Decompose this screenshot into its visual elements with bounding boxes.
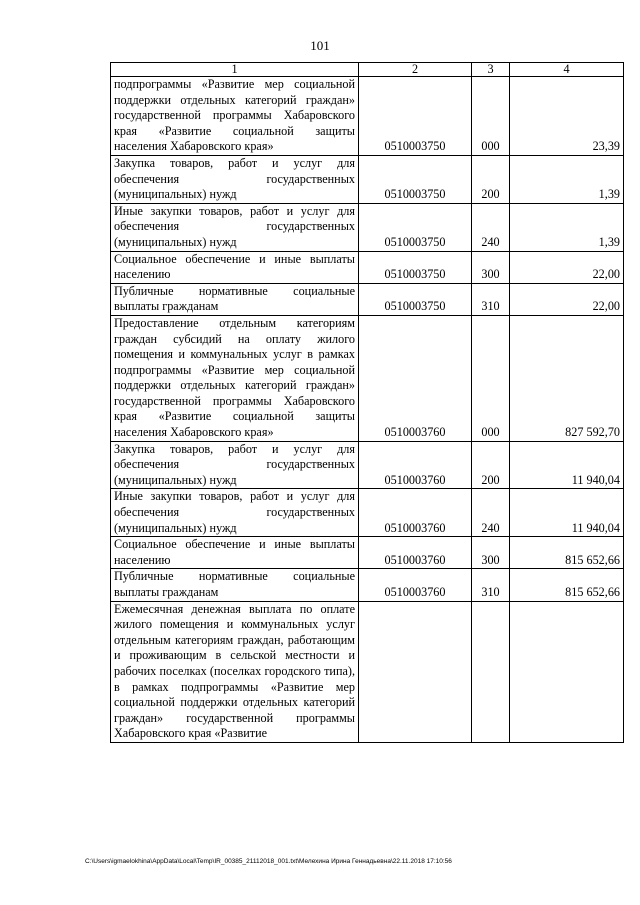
row-description: Иные закупки товаров, работ и услуг для обеспечения государственных (муниципальных) нужд	[111, 489, 359, 537]
amount: 22,00	[510, 283, 624, 315]
target-article-code: 0510003750	[359, 77, 472, 156]
table-row	[111, 441, 624, 489]
amount: 1,39	[510, 203, 624, 251]
amount: 11 940,04	[510, 489, 624, 537]
expense-kind-code: 000	[472, 315, 510, 441]
amount: 815 652,66	[510, 569, 624, 601]
table-header-row	[111, 63, 624, 77]
row-description: Ежемесячная денежная выплата по оплате жилого помещения и коммунальных услуг отдельным категориям граждан, работающим и проживающим в сельской местности и рабочих поселках (поселках городского типа), в рамках подпрограммы «Развитие мер социальной поддержки отдельных категорий граждан» государственной программы Хабаровского края «Развитие	[111, 601, 359, 742]
amount: 827 592,70	[510, 315, 624, 441]
budget-table	[110, 62, 624, 743]
row-description: Иные закупки товаров, работ и услуг для обеспечения государственных (муниципальных) нужд	[111, 203, 359, 251]
expense-kind-code: 200	[472, 155, 510, 203]
expense-kind-code: 000	[472, 77, 510, 156]
target-article-code: 0510003760	[359, 441, 472, 489]
column-header: 3	[472, 63, 510, 77]
target-article-code: 0510003750	[359, 203, 472, 251]
table-row	[111, 155, 624, 203]
expense-kind-code: 200	[472, 441, 510, 489]
target-article-code: 0510003750	[359, 155, 472, 203]
expense-kind-code: 310	[472, 283, 510, 315]
table-row	[111, 601, 624, 742]
expense-kind-code: 240	[472, 203, 510, 251]
target-article-code: 0510003760	[359, 537, 472, 569]
expense-kind-code: 300	[472, 537, 510, 569]
table-row	[111, 283, 624, 315]
row-description: Закупка товаров, работ и услуг для обеспечения государственных (муниципальных) нужд	[111, 441, 359, 489]
column-header: 1	[111, 63, 359, 77]
target-article-code: 0510003760	[359, 489, 472, 537]
amount: 11 940,04	[510, 441, 624, 489]
amount: 815 652,66	[510, 537, 624, 569]
target-article-code: 0510003760	[359, 569, 472, 601]
target-article-code: 0510003750	[359, 251, 472, 283]
file-path-footer: C:\Users\igmaelokhina\AppData\Local\Temp\IR_00385_21112018_001.txt\Мелехина Ирина Геннадьевна\22.11.2018 17:10:56	[85, 858, 452, 865]
row-description: подпрограммы «Развитие мер социальной поддержки отдельных категорий граждан» государственной программы Хабаровского края «Развитие социальной защиты населения Хабаровского края»	[111, 77, 359, 156]
target-article-code: 0510003760	[359, 315, 472, 441]
amount	[510, 601, 624, 742]
table-row	[111, 315, 624, 441]
row-description: Социальное обеспечение и иные выплаты населению	[111, 537, 359, 569]
amount: 23,39	[510, 77, 624, 156]
table-row	[111, 537, 624, 569]
row-description: Социальное обеспечение и иные выплаты населению	[111, 251, 359, 283]
row-description: Закупка товаров, работ и услуг для обеспечения государственных (муниципальных) нужд	[111, 155, 359, 203]
column-header: 2	[359, 63, 472, 77]
column-header: 4	[510, 63, 624, 77]
table-row	[111, 489, 624, 537]
expense-kind-code: 300	[472, 251, 510, 283]
table-row	[111, 569, 624, 601]
amount: 1,39	[510, 155, 624, 203]
row-description: Публичные нормативные социальные выплаты гражданам	[111, 569, 359, 601]
row-description: Публичные нормативные социальные выплаты гражданам	[111, 283, 359, 315]
row-description: Предоставление отдельным категориям граждан субсидий на оплату жилого помещения и коммунальных услуг в рамках подпрограммы «Развитие мер социальной поддержки отдельных категорий граждан» государственной программы Хабаровского края «Развитие социальной защиты населения Хабаровского края»	[111, 315, 359, 441]
expense-kind-code: 240	[472, 489, 510, 537]
target-article-code	[359, 601, 472, 742]
target-article-code: 0510003750	[359, 283, 472, 315]
table-row	[111, 251, 624, 283]
amount: 22,00	[510, 251, 624, 283]
expense-kind-code: 310	[472, 569, 510, 601]
table-row	[111, 203, 624, 251]
table-row	[111, 77, 624, 156]
page-number: 101	[310, 38, 330, 53]
expense-kind-code	[472, 601, 510, 742]
